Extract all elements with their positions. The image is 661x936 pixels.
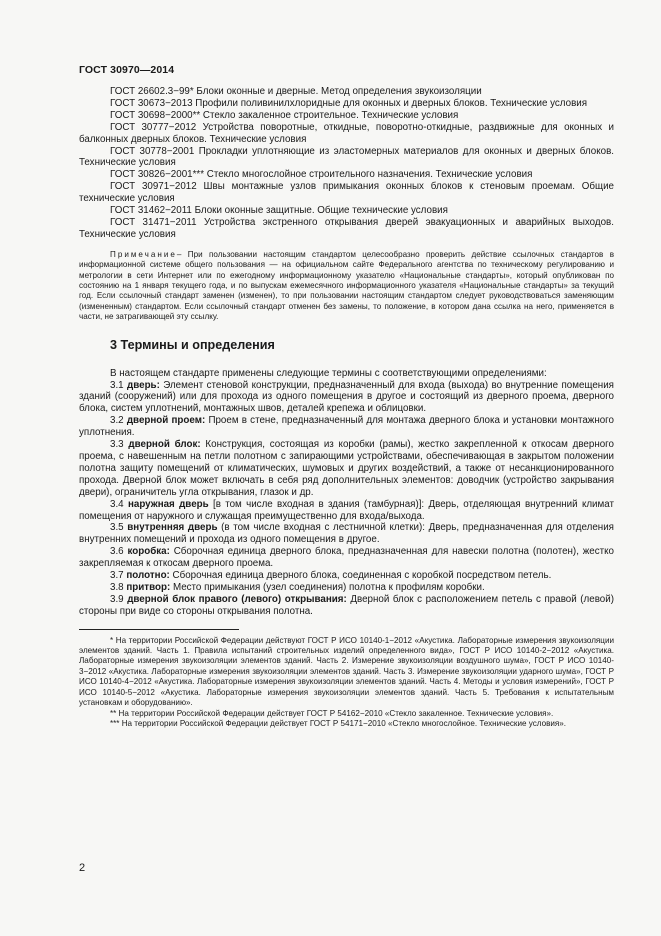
term-name: внутренняя дверь <box>127 522 218 534</box>
term-item <box>79 380 614 416</box>
reference-item: ГОСТ 30777−2012 Устройства поворотные, откидные, поворотно-откидные, раздвижные для оконных и балконных дверных блоков. Технические условия <box>79 121 614 145</box>
term-number: 3.8 <box>110 581 124 593</box>
term-item <box>79 439 614 499</box>
term-number: 3.7 <box>110 570 124 582</box>
reference-item: ГОСТ 30778−2001 Прокладки уплотняющие из эластомерных материалов для оконных и дверных блоков. Технические условия <box>79 145 614 169</box>
footnotes <box>79 636 614 730</box>
term-definition: Сборочная единица дверного блока, предназначенная для навески полотна (полотен), жестко закрепляемая к откосам дверного проема. <box>79 546 614 570</box>
section-title: 3 Термины и определения <box>110 337 275 352</box>
term-number: 3.1 <box>110 379 124 391</box>
document-code-header: ГОСТ 30970—2014 <box>79 64 175 76</box>
term-name: полотно: <box>126 570 170 582</box>
term-definition: [в том числе входная в здания (тамбурная)]: Дверь, отделяющая внутренний климат помещения от наружного и служащая преимущественно для входа/выхода. <box>79 498 614 522</box>
term-item <box>79 499 614 523</box>
term-name: дверь: <box>127 379 160 391</box>
term-name: притвор: <box>126 581 171 593</box>
reference-item: ГОСТ 30971−2012 Швы монтажные узлов примыкания оконных блоков к стеновым проемам. Общие технические условия <box>79 181 614 205</box>
term-number: 3.4 <box>110 498 124 510</box>
note-paragraph <box>79 250 614 323</box>
term-definition: Дверной блок с расположением петель с правой (левой) стороны при виде со стороны открывания полотна. <box>79 593 614 617</box>
term-definition: Место примыкания (узел соединения) полотна к профилям коробки. <box>170 581 485 593</box>
term-item <box>79 582 614 594</box>
section-intro: В настоящем стандарте применены следующие термины с соответствующими определениями: <box>110 367 547 379</box>
note-label: Примечание <box>110 249 177 259</box>
term-definition: Элемент стеновой конструкции, предназначенный для входа (выхода) во внутренние помещения зданий (сооружений) или для прохода из одного помещения в другое и состоящий из дверного проема, дверного блока, систем уплотнений, монтажных швов, деталей крепежа и облицовки. <box>79 379 614 415</box>
term-number: 3.6 <box>110 546 124 558</box>
term-name: дверной блок правого (левого) открывания: <box>127 593 347 605</box>
reference-item: ГОСТ 31471−2011 Устройства экстренного открывания дверей эвакуационных и аварийных выходов. Технические условия <box>79 216 614 240</box>
references-list <box>79 86 614 241</box>
footnote-item: *** На территории Российской Федерации действует ГОСТ Р 54171−2010 «Стекло многослойное. Технические условия». <box>110 718 567 728</box>
footnote-item: ** На территории Российской Федерации действует ГОСТ Р 54162−2010 «Стекло закаленное. Технические условия». <box>110 708 554 718</box>
term-item <box>79 522 614 546</box>
term-item <box>79 415 614 439</box>
reference-item: ГОСТ 30698−2000** Стекло закаленное строительное. Технические условия <box>110 109 459 121</box>
term-number: 3.9 <box>110 593 124 605</box>
term-number: 3.2 <box>110 415 124 427</box>
term-item <box>79 546 614 570</box>
term-definition: Сборочная единица дверного блока, соединенная с коробкой посредством петель. <box>169 570 552 582</box>
footnote-separator <box>79 629 239 630</box>
page-content <box>79 86 614 729</box>
page-number: 2 <box>79 862 86 874</box>
term-name: коробка: <box>127 546 170 558</box>
reference-item: ГОСТ 31462−2011 Блоки оконные защитные. Общие технические условия <box>110 205 448 217</box>
term-item <box>79 570 614 582</box>
term-name: дверной блок: <box>128 439 201 451</box>
term-number: 3.3 <box>110 439 124 451</box>
term-definition: (в том числе входная с лестничной клетки): Дверь, предназначенная для отделения внутренних помещений и прохода из одного помещения в другое. <box>79 522 614 546</box>
note-text: – При пользовании настоящим стандартом целесообразно проверить действие ссылочных стандартов в информационной системе общего пользования — на официальном сайте Федерального агентства по техническому регулированию и метрологии в сети Интернет или по ежегодному информационному указателю «Национальные стандарты», который опубликован по состоянию на 1 января текущего года, и по выпускам ежемесячного информационного указателя «Национальные стандарты» за текущий год. Если ссылочный стандарт заменен (изменен), то при пользовании настоящим стандартом следует руководствоваться заменяющим (измененным) стандартом. Если ссылочный стандарт отменен без замены, то положение, в котором дана ссылка на него, применяется в части, не затрагивающей эту ссылку. <box>79 249 614 322</box>
term-item <box>79 594 614 618</box>
term-definition: Конструкция, состоящая из коробки (рамы), жестко закрепленной к откосам дверного проема, с навешенным на петли полотном с запирающими устройствами, обеспечивающая в закрытом положении полотна защиту помещений от климатических, шумовых и других воздействий, а также от несанкционированного прохода. Дверной блок может включать в себя ряд дополнительных элементов: доводчик (устройство закрывания двери), ограничитель угла открывания, глазок и др. <box>79 439 614 498</box>
terms-list <box>79 380 614 618</box>
footnote-item: * На территории Российской Федерации действуют ГОСТ Р ИСО 10140-1−2012 «Акустика. Лабораторные измерения звукоизоляции элементов зданий. Часть 1. Правила испытаний строительных изделий определенного вида», ГОСТ Р ИСО 10140-2−2012 «Акустика. Лабораторные измерения звукоизоляции элементов зданий. Часть 2. Измерение звукоизоляции воздушного шума», ГОСТ Р ИСО 10140-3−2012 «Акустика. Лабораторные измерения звукоизоляции элементов зданий. Часть 3. Измерение звукоизоляции ударного шума», ГОСТ Р ИСО 10140-4−2012 «Акустика. Лабораторные измерения звукоизоляции элементов зданий. Часть 4. Методы и условия измерений», ГОСТ Р ИСО 10140-5−2012 «Акустика. Лабораторные измерения звукоизоляции элементов зданий. Часть 5. Требования к испытательным установкам и оборудованию». <box>79 635 614 708</box>
term-name: наружная дверь <box>127 498 209 510</box>
reference-item: ГОСТ 30826−2001*** Стекло многослойное строительного назначения. Технические условия <box>110 169 533 181</box>
reference-item: ГОСТ 26602.3−99* Блоки оконные и дверные. Метод определения звукоизоляции <box>110 86 482 97</box>
term-name: дверной проем: <box>126 415 206 427</box>
reference-item: ГОСТ 30673−2013 Профили поливинилхлоридные для оконных и дверных блоков. Технические условия <box>110 97 588 109</box>
term-number: 3.5 <box>110 522 124 534</box>
term-definition: Проем в стене, предназначенный для монтажа дверного блока и установки монтажного уплотнения. <box>79 415 614 439</box>
